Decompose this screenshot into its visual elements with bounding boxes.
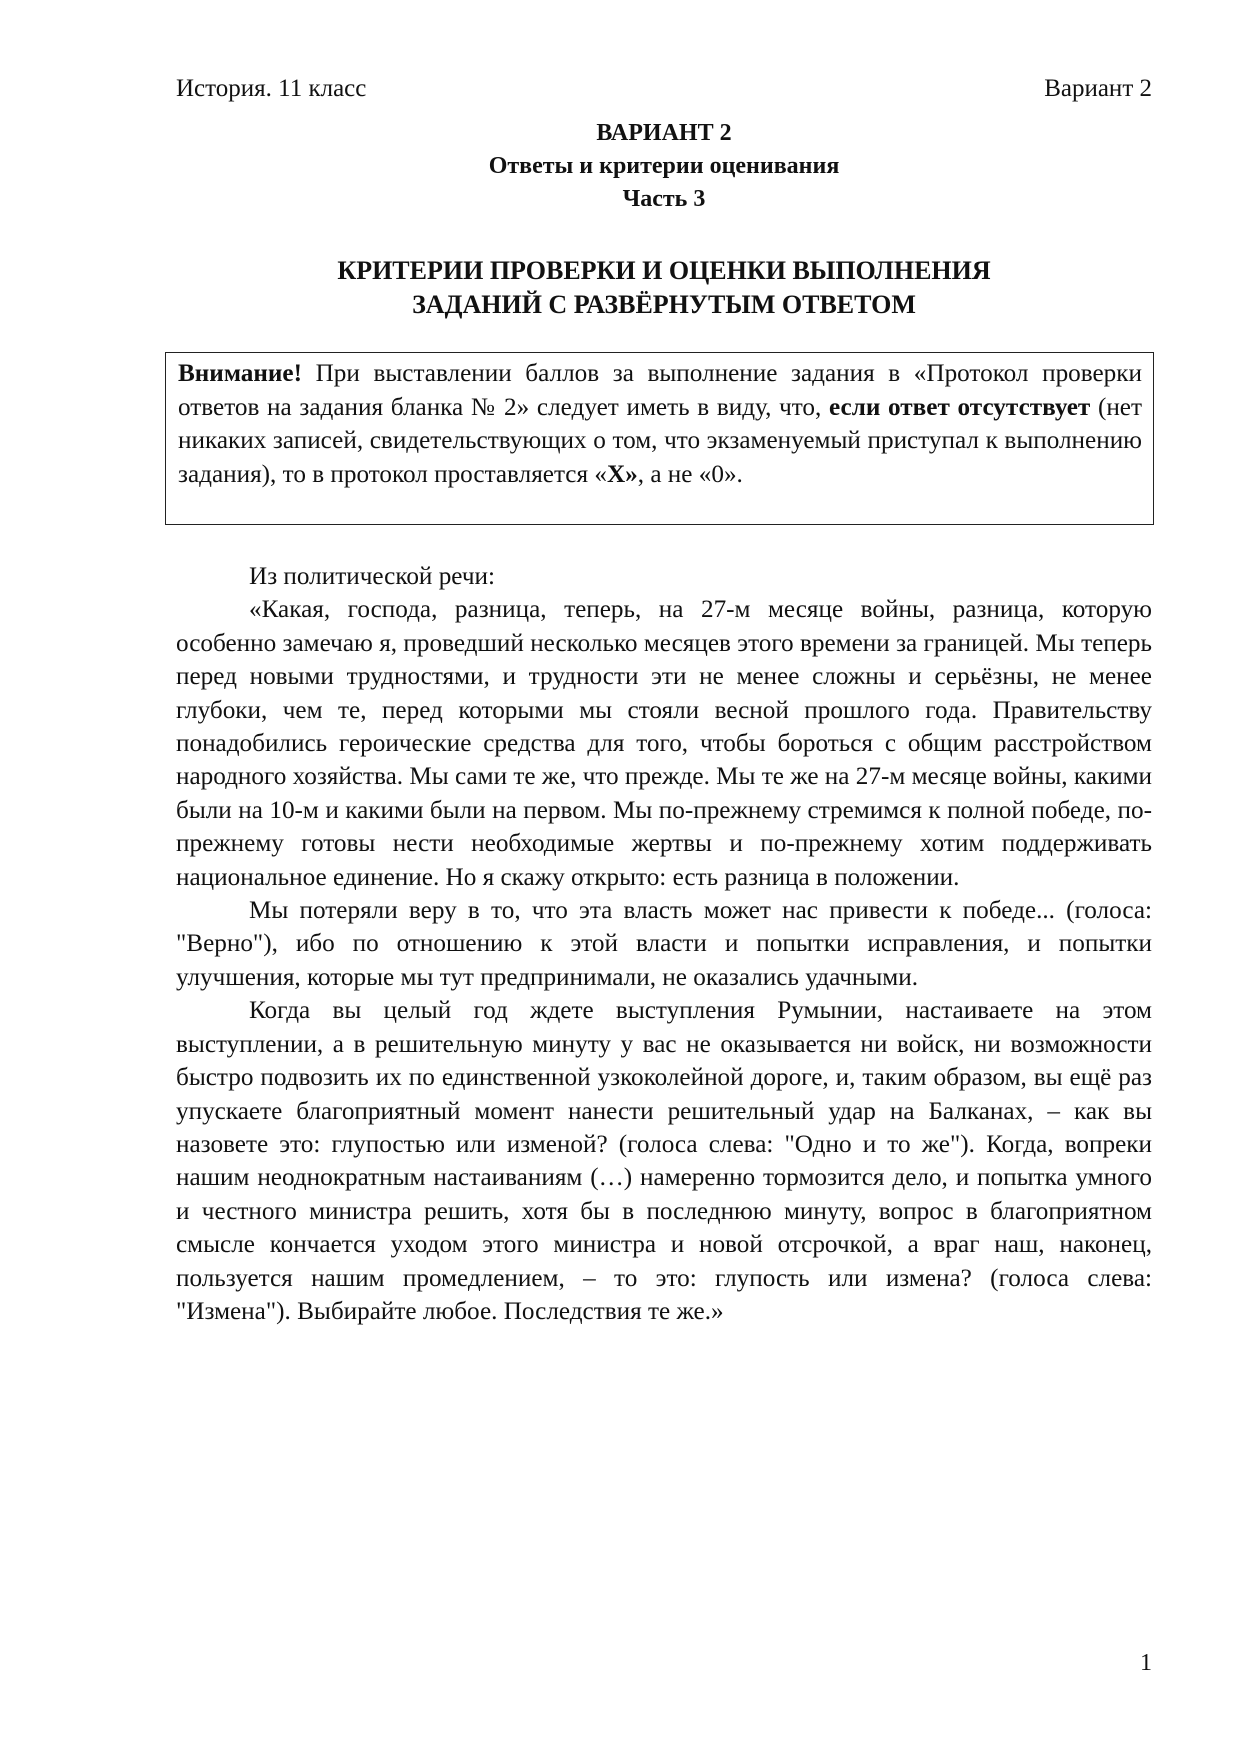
- notice-bold-2: Х»: [606, 460, 638, 488]
- attention-notice-box: [165, 352, 1154, 525]
- variant-title: ВАРИАНТ 2: [596, 120, 732, 146]
- notice-text-1: При выставлении баллов за выполнение задания в «Протокол проверки ответов на задания бланка № 2» следует иметь в виду, что,: [178, 360, 1142, 421]
- header-variant: Вариант 2: [1044, 75, 1152, 102]
- notice-text-3: , а не «0».: [637, 460, 743, 488]
- source-intro: Из политической речи:: [249, 563, 495, 590]
- criteria-title-line2: ЗАДАНИЙ С РАЗВЁРНУТЫМ ОТВЕТОМ: [412, 290, 916, 319]
- page-number: 1: [1140, 1650, 1152, 1676]
- criteria-title: [176, 254, 1152, 322]
- notice-label: Внимание!: [178, 360, 302, 387]
- criteria-title-line1: КРИТЕРИИ ПРОВЕРКИ И ОЦЕНКИ ВЫПОЛНЕНИЯ: [337, 256, 991, 285]
- header-subject: История. 11 класс: [176, 75, 367, 102]
- part-title: Часть 3: [622, 186, 706, 212]
- source-text: [176, 560, 1152, 1328]
- title-block: [176, 117, 1152, 216]
- notice-text-2: (нет никаких записей, свидетельствующих о том, что экзаменуемый приступал к выполнению задания), то в протокол проставляется «: [178, 393, 1142, 488]
- source-paragraph: «Какая, господа, разница, теперь, на 27-м месяце войны, разница, которую особенно замечаю я, проведший несколько месяцев этого времени за границей. Мы теперь перед новыми трудностями, и трудности эти не менее сложны и серьёзны, не менее глубоки, чем те, перед которыми мы стояли весной прошлого года. Правительству понадобились героические средства для того, чтобы бороться с общим расстройством народного хозяйства. Мы сами те же, что прежде. Мы те же на 27-м месяце войны, какими были на 10-м и какими были на первом. Мы по-прежнему стремимся к полной победе, по-прежнему готовы нести необходимые жертвы и по-прежнему хотим поддерживать национальное единение. Но я скажу открыто: есть разница в положении.: [176, 596, 1153, 891]
- source-paragraph: Мы потеряли веру в то, что эта власть может нас привести к победе... (голоса: "Верно"), ибо по отношению к этой власти и попытки исправления, и попытки улучшения, которые мы тут предпринимали, не оказались удачными.: [176, 897, 1152, 991]
- answers-subtitle: Ответы и критерии оценивания: [488, 153, 840, 179]
- source-paragraph: Когда вы целый год ждете выступления Румынии, настаиваете на этом выступлении, а в решительную минуту у вас не оказывается ни войск, ни возможности быстро подвозить их по единственной узкоколейной дороге, и, таким образом, вы ещё раз упускаете благоприятный момент нанести решительный удар на Балканах, – как вы назовете это: глупостью или изменой? (голоса слева: "Одно и то же"). Когда, вопреки нашим неоднократным настаиваниям (…) намеренно тормозится дело, и попытка умного и честного министра решить, хотя бы в последнюю минуту, вопрос в благоприятном смысле кончается уходом этого министра и новой отсрочкой, а враг наш, наконец, пользуется нашим промедлением, – то это: глупость или измена? (голоса слева: "Измена"). Выбирайте любое. Последствия те же.»: [176, 997, 1152, 1325]
- notice-bold-1: если ответ отсутствует: [829, 393, 1091, 421]
